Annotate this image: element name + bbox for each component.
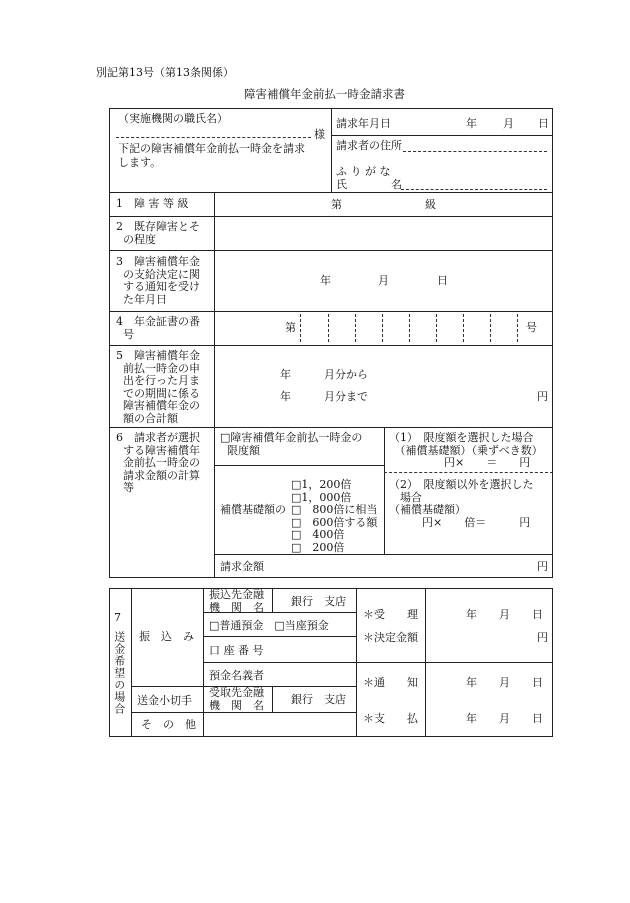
form-title: 障害補償年金前払一時金請求書 [244, 87, 405, 101]
address-line[interactable] [403, 151, 547, 152]
limit-calc: （1） 限度額を選択した場合 （補償基礎額）（乗ずべき数） 円× ＝ 円 [389, 431, 543, 469]
remittance-label: 送金希望の場合 [112, 631, 126, 715]
name-label: 氏 名 [336, 178, 402, 191]
multiplier-options[interactable]: □1，200倍 □1，000倍 □ 800倍に相当 □ 600倍する額 □ 400倍 □ 200倍 [291, 478, 378, 554]
limit-option[interactable]: □障害補償年金前払一時金の 限度額 [220, 431, 363, 457]
other-calc: （2） 限度額以外を選択した 場合 （補償基礎額） 円× 倍＝ 円 [389, 478, 534, 529]
name-line[interactable] [401, 189, 547, 190]
row2-label: 2 既存障害とそ の程度 [116, 220, 200, 246]
institution-name-line[interactable] [116, 137, 311, 138]
row6-label: 6 請求者が選択 する障害補償年 金前払一時金の 請求金額の計算 等 [116, 431, 200, 494]
form-reference: 別記第13号（第13条関係） [96, 66, 234, 79]
row4-label: 4 年金証書の番 号 [116, 315, 200, 341]
request-text: 下記の障害補償年金前払一時金を請求 します。 [118, 142, 305, 169]
address-label: 請求者の住所 [336, 139, 402, 152]
row1-label: 1 障 害 等 級 [116, 197, 189, 210]
row3-label: 3 障害補償年金 の支給決定に関 する通知を受け た年月日 [116, 255, 200, 306]
furigana-label: ふ り が な [336, 165, 391, 178]
row5-label: 5 障害補償年金 前払一時金の申 出を行った月ま での期間に係る 障害補償年金の 額の合計額 [116, 349, 200, 425]
request-date-label: 請求年月日 [336, 117, 391, 130]
institution-label: （実施機関の職氏名） [118, 112, 228, 125]
honorific: 様 [314, 128, 325, 141]
claim-amount-label: 請求金額 [220, 560, 264, 573]
account-type[interactable]: □普通預金 □当座預金 [209, 619, 329, 632]
